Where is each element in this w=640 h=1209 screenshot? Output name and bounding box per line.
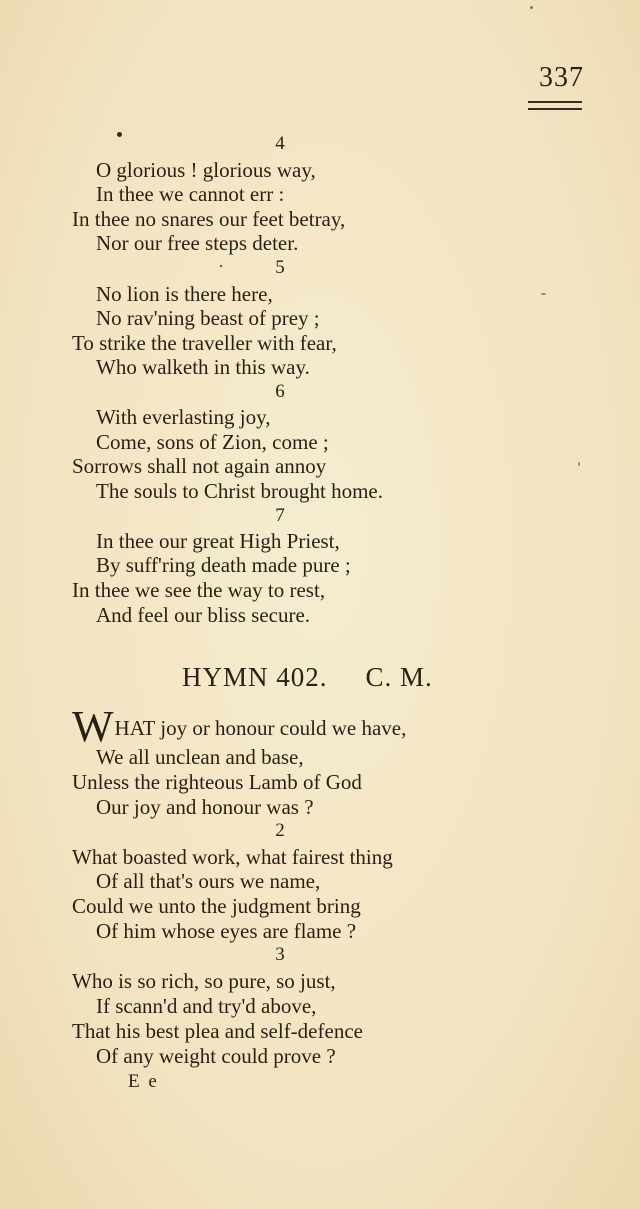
verse-line: Unless the righteous Lamb of God (72, 770, 362, 794)
page-number: 337 (539, 62, 584, 93)
verse-line: Sorrows shall not again annoy (72, 454, 327, 478)
verse-line: And feel our bliss secure. (96, 603, 311, 627)
hymn-number: HYMN 402. (182, 662, 328, 692)
verse-line: By suff'ring death made pure ; (96, 553, 351, 577)
verse-line: What boasted work, what fairest thing (72, 845, 393, 869)
stanza-number: 4 (275, 133, 285, 154)
verse-line: In thee we cannot err : (96, 182, 285, 206)
ink-speck (541, 293, 546, 295)
verse-line: Of any weight could prove ? (96, 1044, 336, 1068)
verse-line: Of him whose eyes are flame ? (96, 919, 357, 943)
verse-line: In thee we see the way to rest, (72, 578, 326, 602)
verse-line: Who walketh in this way. (96, 355, 310, 379)
verse-line: Who is so rich, so pure, so just, (72, 969, 336, 993)
verse-line: No lion is there here, (96, 282, 273, 306)
verse-line: No rav'ning beast of prey ; (96, 306, 320, 330)
verse-line: With everlasting joy, (96, 405, 271, 429)
header-rule-upper (528, 101, 582, 103)
hymn-title (182, 662, 433, 693)
ink-speck (530, 6, 533, 9)
verse-line: In thee our great High Priest, (96, 529, 340, 553)
verse-line: We all unclean and base, (96, 745, 304, 769)
verse-line: To strike the traveller with fear, (72, 331, 337, 355)
verse-line: If scann'd and try'd above, (96, 994, 317, 1018)
verse-line: O glorious ! glorious way, (96, 158, 316, 182)
first-word-rest: HAT (114, 716, 155, 740)
verse-line: Nor our free steps deter. (96, 231, 299, 255)
signature-mark: E e (128, 1071, 159, 1092)
ink-speck (220, 265, 222, 267)
first-verse-line (72, 702, 407, 751)
stanza-number: 2 (275, 820, 285, 841)
verse-line: In thee no snares our feet betray, (72, 207, 346, 231)
header-rule-lower (528, 108, 582, 110)
first-line-rest: joy or honour could we have, (154, 716, 407, 740)
verse-line: That his best plea and self-defence (72, 1019, 363, 1043)
stanza-number: 3 (275, 944, 285, 965)
verse-line: Of all that's ours we name, (96, 869, 321, 893)
verse-line: Come, sons of Zion, come ; (96, 430, 329, 454)
hymn-meter: C. M. (365, 662, 433, 692)
verse-line: The souls to Christ brought home. (96, 479, 383, 503)
verse-line: Could we unto the judgment bring (72, 894, 361, 918)
stanza-number: 7 (275, 505, 285, 526)
drop-cap: W (72, 702, 114, 751)
stanza-number: 6 (275, 381, 285, 402)
ink-speck (578, 462, 580, 466)
verse-line: Our joy and honour was ? (96, 795, 314, 819)
stanza-number: 5 (275, 257, 285, 278)
ink-speck (117, 132, 122, 137)
